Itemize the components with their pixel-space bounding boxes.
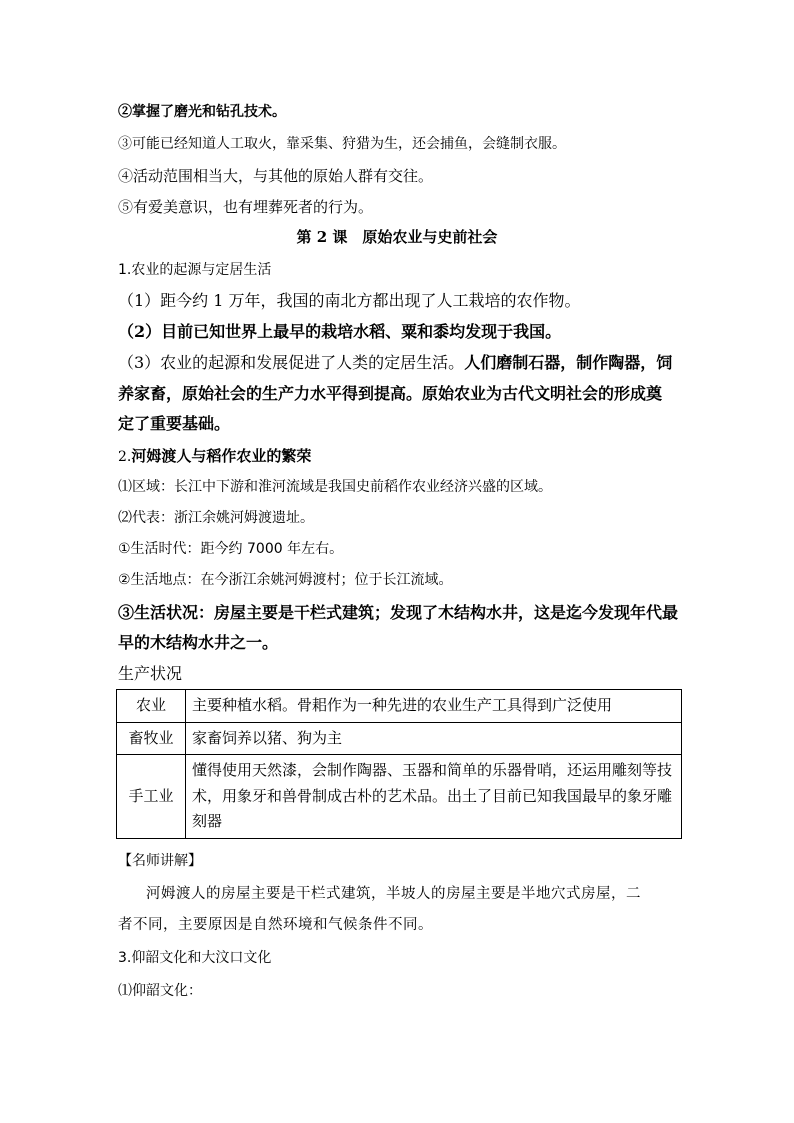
prev-item-2: ②掌握了磨光和钻孔技术。 bbox=[118, 104, 286, 120]
section2-region: ⑴区域：长江中下游和淮河流域是我国史前稻作农业经济兴盛的区域。 bbox=[118, 479, 552, 495]
production-table bbox=[116, 689, 682, 839]
table-content: 主要种植水稻。骨耜作为一种先进的农业生产工具得到广泛使用 bbox=[186, 690, 682, 723]
table-category: 农业 bbox=[117, 690, 186, 723]
table-category: 手工业 bbox=[117, 755, 186, 839]
table-row bbox=[117, 755, 682, 839]
production-label: 生产状况 bbox=[118, 664, 183, 683]
table-row bbox=[117, 690, 682, 723]
prev-item-5: ⑤有爱美意识，也有埋葬死者的行为。 bbox=[118, 198, 374, 216]
table-row bbox=[117, 722, 682, 755]
teacher-note-line2: 者不同，主要原因是自然环境和气候条件不同。 bbox=[118, 917, 433, 933]
section1-p2: （2）目前已知世界上最早的栽培水稻、粟和黍均发现于我国。 bbox=[118, 322, 562, 341]
prev-item-3: ③可能已经知道人工取火，靠采集、狩猎为生，还会捕鱼，会缝制衣服。 bbox=[118, 136, 566, 152]
table-category: 畜牧业 bbox=[117, 722, 186, 755]
section1-p3-line3: 定了重要基础。 bbox=[118, 414, 231, 433]
table-content: 懂得使用天然漆，会制作陶器、玉器和简单的乐器骨哨，还运用雕刻等技术，用象牙和兽骨制成古朴的艺术品。出土了目前已知我国最早的象牙雕刻器 bbox=[186, 755, 682, 839]
section2-living-line1: ③生活状况：房屋主要是干栏式建筑；发现了木结构水井，这是迄今发现年代最 bbox=[118, 603, 679, 622]
teacher-note-label: 【名师讲解】 bbox=[118, 853, 202, 869]
section2-heading-prefix: 2. bbox=[118, 449, 132, 465]
section2-representative: ⑵代表：浙江余姚河姆渡遗址。 bbox=[118, 510, 314, 526]
section1-heading: 1.农业的起源与定居生活 bbox=[118, 262, 272, 278]
section3-sub1: ⑴仰韶文化： bbox=[118, 983, 202, 999]
section2-location: ②生活地点：在今浙江余姚河姆渡村；位于长江流域。 bbox=[118, 572, 453, 588]
section1-p3-line2: 养家畜，原始社会的生产力水平得到提高。原始农业为古代文明社会的形成奠 bbox=[118, 384, 663, 403]
section1-p3-bold: 人们磨制石器，制作陶器，饲 bbox=[464, 353, 673, 372]
section1-p3-normal: （3）农业的起源和发展促进了人类的定居生活。 bbox=[118, 353, 465, 372]
section3-heading: 3.仰韶文化和大汶口文化 bbox=[118, 950, 272, 966]
section2-living-line2: 早的木结构水井之一。 bbox=[118, 633, 279, 652]
prev-item-4: ④活动范围相当大，与其他的原始人群有交往。 bbox=[118, 167, 434, 185]
section2-heading bbox=[118, 447, 311, 466]
section1-p3-line1 bbox=[118, 353, 672, 372]
teacher-note-line1: 河姆渡人的房屋主要是干栏式建筑，半坡人的房屋主要是半地穴式房屋，二 bbox=[146, 886, 641, 902]
section2-era: ①生活时代：距今约 7000 年左右。 bbox=[118, 541, 344, 557]
lesson-title: 第 2 课 原始农业与史前社会 bbox=[296, 228, 498, 246]
table-content: 家畜饲养以猪、狗为主 bbox=[186, 722, 682, 755]
section1-p1: （1）距今约 1 万年，我国的南北方都出现了人工栽培的农作物。 bbox=[118, 291, 581, 310]
section2-heading-text: 河姆渡人与稻作农业的繁荣 bbox=[131, 447, 312, 465]
